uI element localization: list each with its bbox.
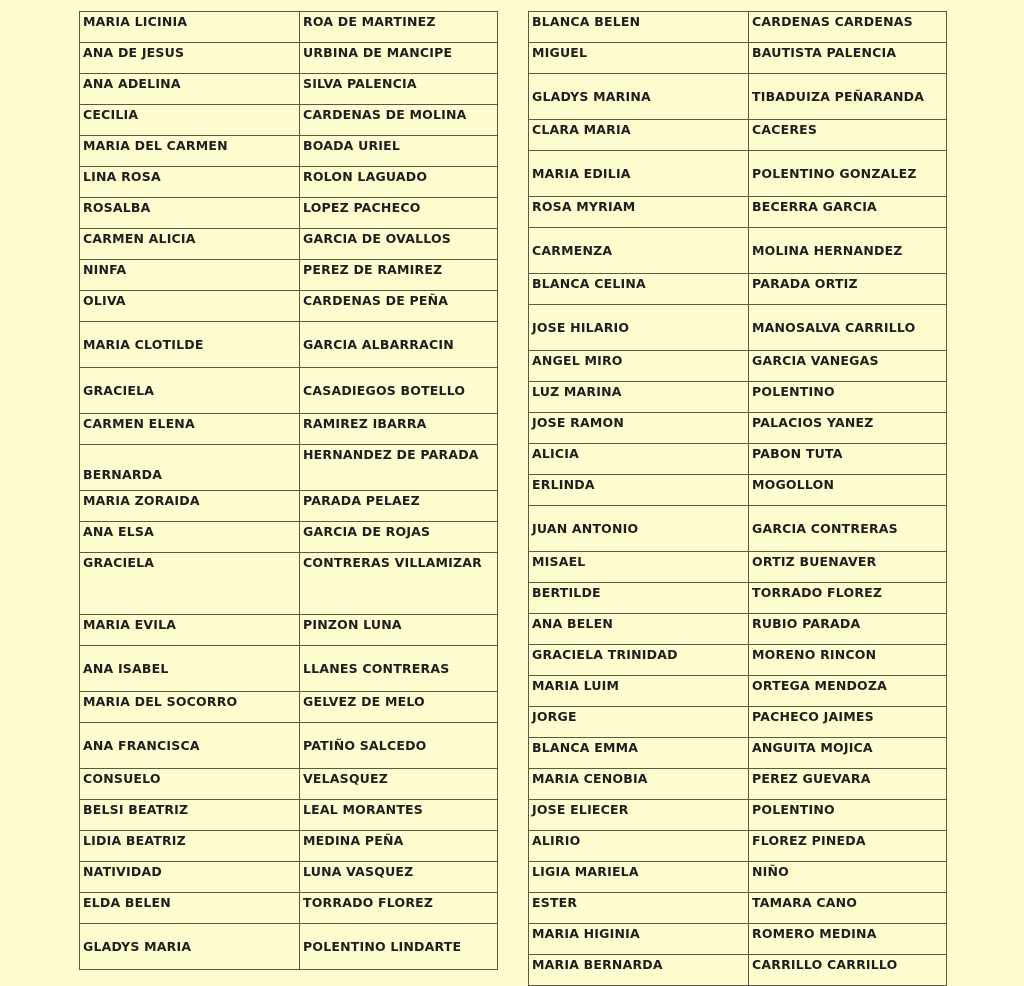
table-row [529,800,947,831]
surname-cell: GARCIA VANEGAS [749,351,947,382]
surname-cell: URBINA DE MANCIPE [300,43,498,74]
table-row [80,615,498,646]
surname-cell: LOPEZ PACHECO [300,198,498,229]
surname-cell: ROLON LAGUADO [300,167,498,198]
first-name-cell: MARIA DEL CARMEN [80,136,300,167]
surname-cell: TIBADUIZA PEÑARANDA [749,74,947,120]
first-name-cell: GRACIELA [80,553,300,615]
surname-cell: MOLINA HERNANDEZ [749,228,947,274]
first-name-cell: ELDA BELEN [80,893,300,924]
surname-cell: GARCIA CONTRERAS [749,506,947,552]
table-row [80,491,498,522]
surname-cell: PALACIOS YANEZ [749,413,947,444]
table-row [80,291,498,322]
surname-cell: PEREZ DE RAMIREZ [300,260,498,291]
table-row [529,197,947,228]
table-row [80,646,498,692]
surname-cell: BOADA URIEL [300,136,498,167]
first-name-cell: CONSUELO [80,769,300,800]
table-row [529,676,947,707]
first-name-cell: ALICIA [529,444,749,475]
first-name-cell: NINFA [80,260,300,291]
first-name-cell: BERNARDA [80,445,300,491]
surname-cell: CACERES [749,120,947,151]
first-name-cell: BLANCA BELEN [529,12,749,43]
surname-cell: RAMIREZ IBARRA [300,414,498,445]
table-row [80,723,498,769]
surname-cell: POLENTINO GONZALEZ [749,151,947,197]
surname-cell: ORTEGA MENDOZA [749,676,947,707]
first-name-cell: MIGUEL [529,43,749,74]
surname-cell: MOGOLLON [749,475,947,506]
table-row [529,413,947,444]
first-name-cell: JORGE [529,707,749,738]
first-name-cell: BLANCA EMMA [529,738,749,769]
table-row [80,198,498,229]
table-row [80,105,498,136]
surname-cell: GARCIA DE ROJAS [300,522,498,553]
first-name-cell: JOSE ELIECER [529,800,749,831]
first-name-cell: MARIA DEL SOCORRO [80,692,300,723]
table-row [529,228,947,274]
table-row [529,769,947,800]
surname-cell: CARDENAS DE PEÑA [300,291,498,322]
first-name-cell: MARIA EVILA [80,615,300,646]
first-name-cell: GLADYS MARINA [529,74,749,120]
first-name-cell: ERLINDA [529,475,749,506]
table-row [80,445,498,491]
table-row [80,924,498,970]
first-name-cell: ROSALBA [80,198,300,229]
first-name-cell: CLARA MARIA [529,120,749,151]
surname-cell: PARADA ORTIZ [749,274,947,305]
table-row [529,444,947,475]
surname-cell: ROMERO MEDINA [749,924,947,955]
table-row [80,553,498,615]
first-name-cell: NATIVIDAD [80,862,300,893]
table-row [529,955,947,986]
first-name-cell: OLIVA [80,291,300,322]
table-row [529,274,947,305]
table-row [80,260,498,291]
names-table-left [79,11,498,970]
surname-cell: BECERRA GARCIA [749,197,947,228]
surname-cell: HERNANDEZ DE PARADA [300,445,498,491]
table-row [80,893,498,924]
surname-cell: PATIÑO SALCEDO [300,723,498,769]
table-row [529,12,947,43]
table-row [80,692,498,723]
surname-cell: POLENTINO LINDARTE [300,924,498,970]
first-name-cell: ALIRIO [529,831,749,862]
surname-cell: FLOREZ PINEDA [749,831,947,862]
first-name-cell: ANA ADELINA [80,74,300,105]
surname-cell: PEREZ GUEVARA [749,769,947,800]
surname-cell: ROA DE MARTINEZ [300,12,498,43]
first-name-cell: MARIA BERNARDA [529,955,749,986]
surname-cell: ANGUITA MOJICA [749,738,947,769]
first-name-cell: JOSE HILARIO [529,305,749,351]
first-name-cell: ANA FRANCISCA [80,723,300,769]
table-row [80,167,498,198]
first-name-cell: CECILIA [80,105,300,136]
first-name-cell: CARMEN ELENA [80,414,300,445]
table-row [80,831,498,862]
table-row [80,522,498,553]
table-row [529,707,947,738]
table-row [80,322,498,368]
first-name-cell: ANGEL MIRO [529,351,749,382]
table-row [529,893,947,924]
surname-cell: MEDINA PEÑA [300,831,498,862]
table-row [80,136,498,167]
first-name-cell: BERTILDE [529,583,749,614]
first-name-cell: MARIA HIGINIA [529,924,749,955]
first-name-cell: LUZ MARINA [529,382,749,413]
first-name-cell: ANA ELSA [80,522,300,553]
first-name-cell: GLADYS MARIA [80,924,300,970]
first-name-cell: GRACIELA [80,368,300,414]
first-name-cell: ANA DE JESUS [80,43,300,74]
surname-cell: LEAL MORANTES [300,800,498,831]
surname-cell: PACHECO JAIMES [749,707,947,738]
first-name-cell: MARIA CENOBIA [529,769,749,800]
surname-cell: CARDENAS CARDENAS [749,12,947,43]
table-row [529,924,947,955]
table-row [80,800,498,831]
first-name-cell: MARIA LUIM [529,676,749,707]
first-name-cell: GRACIELA TRINIDAD [529,645,749,676]
first-name-cell: MARIA EDILIA [529,151,749,197]
table-row [529,862,947,893]
surname-cell: TAMARA CANO [749,893,947,924]
table-row [529,43,947,74]
first-name-cell: LINA ROSA [80,167,300,198]
surname-cell: ORTIZ BUENAVER [749,552,947,583]
table-row [529,475,947,506]
first-name-cell: JOSE RAMON [529,413,749,444]
surname-cell: POLENTINO [749,800,947,831]
surname-cell: NIÑO [749,862,947,893]
first-name-cell: CARMEN ALICIA [80,229,300,260]
table-row [80,229,498,260]
table-row [80,862,498,893]
table-row [529,645,947,676]
surname-cell: POLENTINO [749,382,947,413]
surname-cell: VELASQUEZ [300,769,498,800]
first-name-cell: ROSA MYRIAM [529,197,749,228]
table-row [80,769,498,800]
first-name-cell: ESTER [529,893,749,924]
surname-cell: TORRADO FLOREZ [300,893,498,924]
table-row [529,738,947,769]
surname-cell: LUNA VASQUEZ [300,862,498,893]
surname-cell: CONTRERAS VILLAMIZAR [300,553,498,615]
surname-cell: MORENO RINCON [749,645,947,676]
table-row [80,74,498,105]
surname-cell: SILVA PALENCIA [300,74,498,105]
surname-cell: GELVEZ DE MELO [300,692,498,723]
surname-cell: PARADA PELAEZ [300,491,498,522]
first-name-cell: LIGIA MARIELA [529,862,749,893]
first-name-cell: MARIA LICINIA [80,12,300,43]
table-row [529,74,947,120]
table-row [80,12,498,43]
first-name-cell: BLANCA CELINA [529,274,749,305]
table-row [529,831,947,862]
table-row [529,151,947,197]
names-table-right [528,11,947,986]
table-row [80,368,498,414]
surname-cell: CARRILLO CARRILLO [749,955,947,986]
surname-cell: TORRADO FLOREZ [749,583,947,614]
first-name-cell: MISAEL [529,552,749,583]
surname-cell: RUBIO PARADA [749,614,947,645]
first-name-cell: LIDIA BEATRIZ [80,831,300,862]
surname-cell: PABON TUTA [749,444,947,475]
surname-cell: BAUTISTA PALENCIA [749,43,947,74]
first-name-cell: ANA BELEN [529,614,749,645]
surname-cell: MANOSALVA CARRILLO [749,305,947,351]
surname-cell: GARCIA ALBARRACIN [300,322,498,368]
table-row [529,583,947,614]
table-row [529,120,947,151]
surname-cell: GARCIA DE OVALLOS [300,229,498,260]
first-name-cell: JUAN ANTONIO [529,506,749,552]
table-row [529,614,947,645]
first-name-cell: ANA ISABEL [80,646,300,692]
table-row [529,305,947,351]
first-name-cell: CARMENZA [529,228,749,274]
table-row [80,414,498,445]
table-row [529,552,947,583]
first-name-cell: MARIA ZORAIDA [80,491,300,522]
table-row [529,506,947,552]
surname-cell: PINZON LUNA [300,615,498,646]
surname-cell: CARDENAS DE MOLINA [300,105,498,136]
first-name-cell: BELSI BEATRIZ [80,800,300,831]
surname-cell: LLANES CONTRERAS [300,646,498,692]
table-row [80,43,498,74]
first-name-cell: MARIA CLOTILDE [80,322,300,368]
surname-cell: CASADIEGOS BOTELLO [300,368,498,414]
table-row [529,351,947,382]
table-row [529,382,947,413]
